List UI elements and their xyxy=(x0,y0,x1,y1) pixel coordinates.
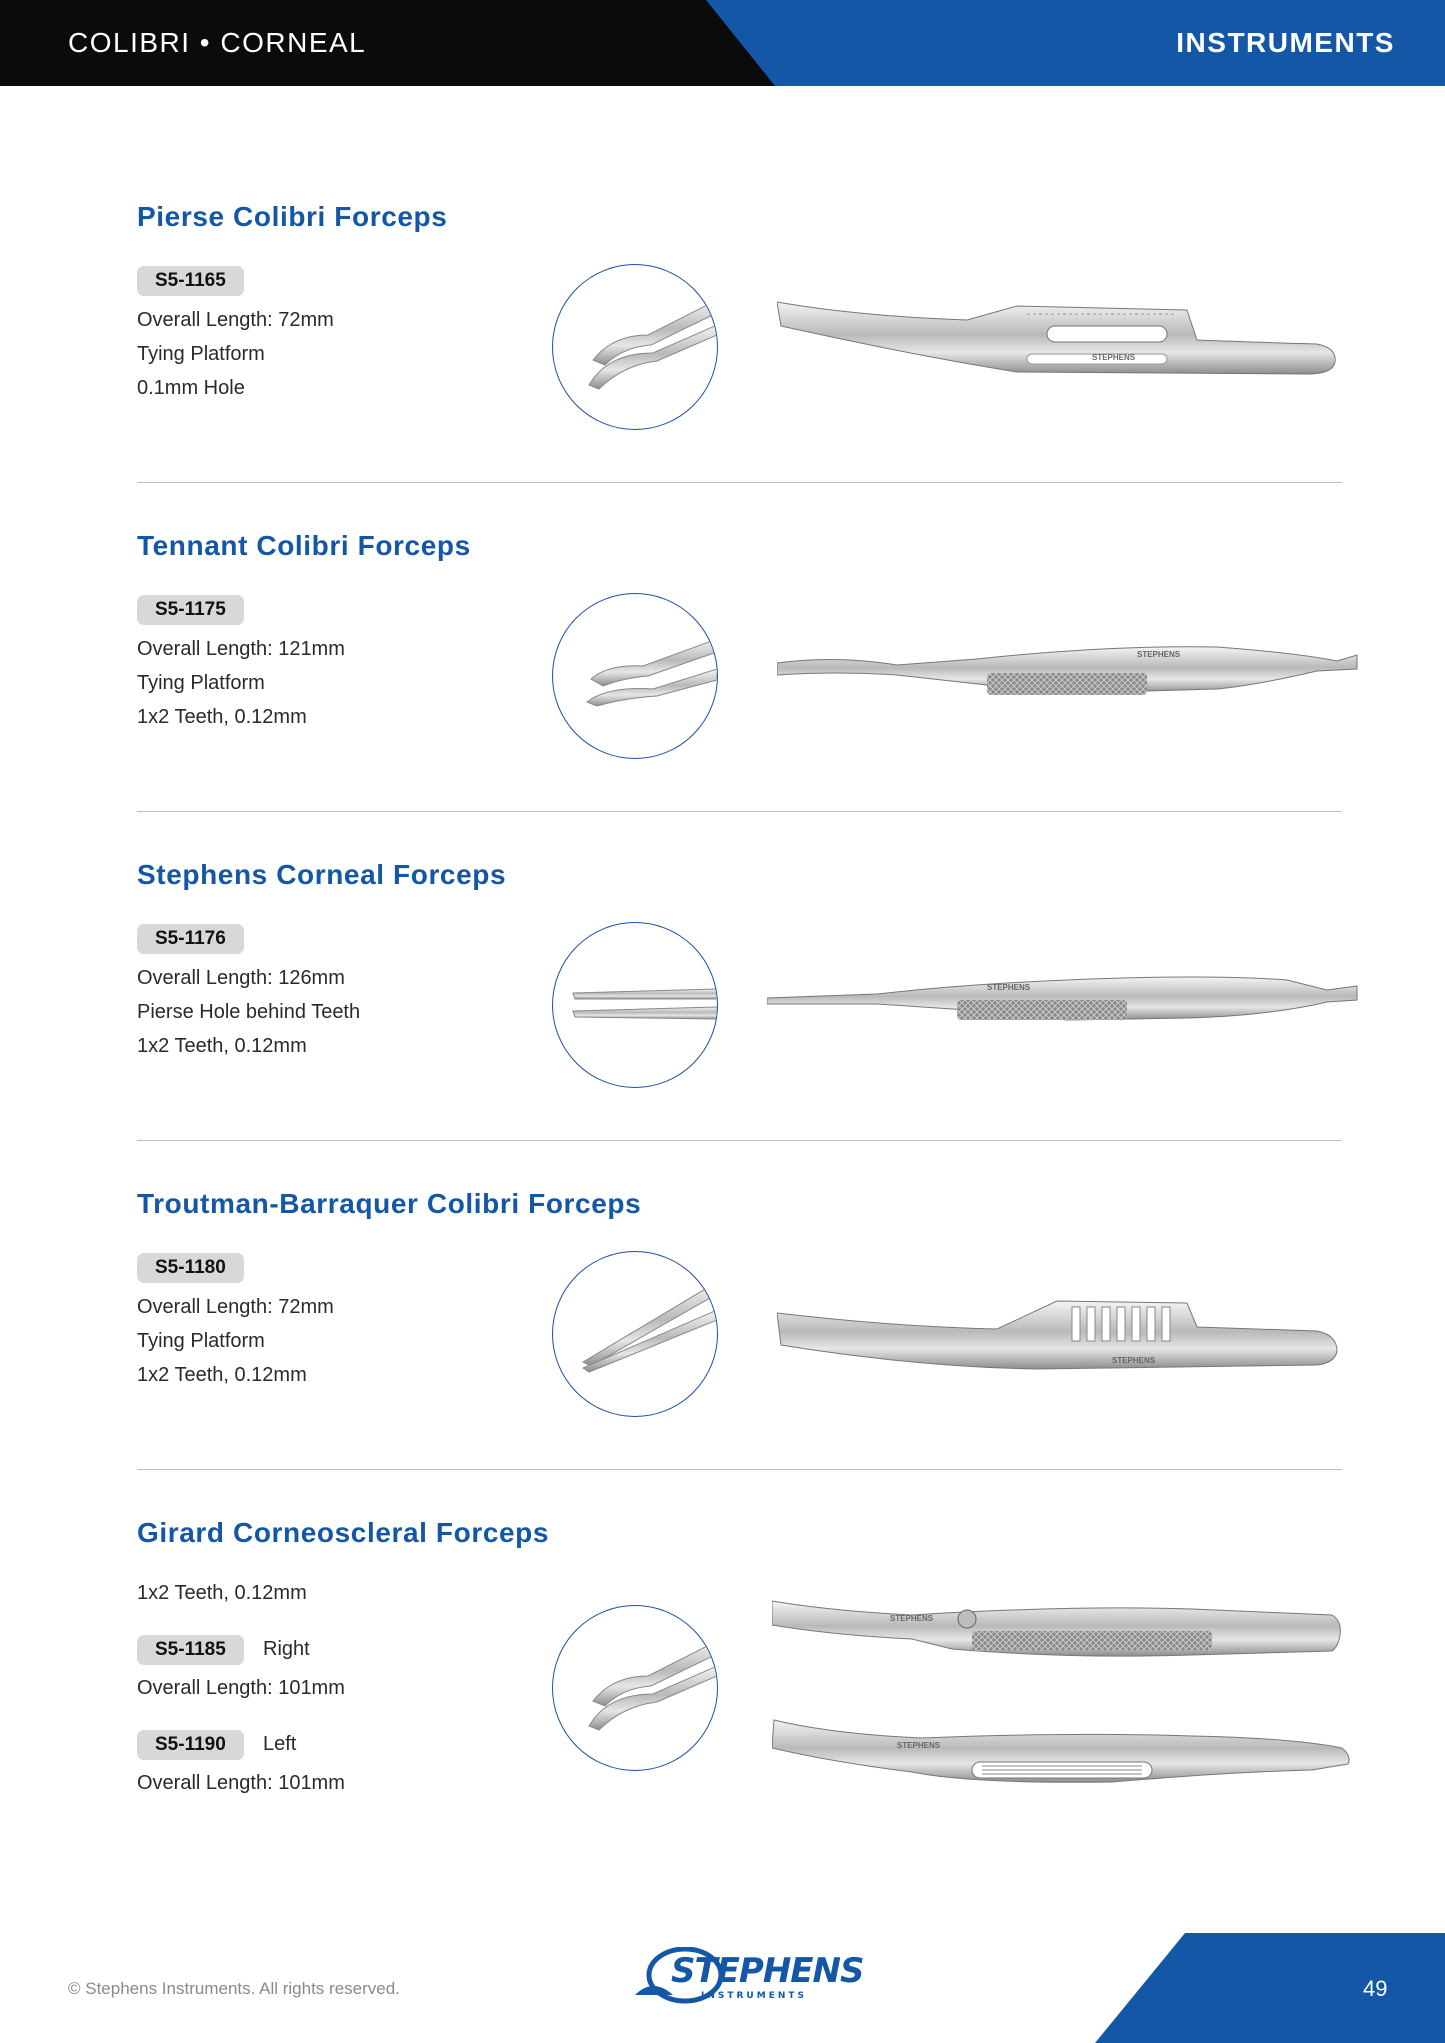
forceps-image-left xyxy=(772,1712,1372,1812)
product-spec: Tying Platform xyxy=(137,672,265,694)
product-title: Troutman-Barraquer Colibri Forceps xyxy=(137,1188,642,1219)
forceps-image xyxy=(777,635,1372,715)
engraving-text: STEPHENS xyxy=(1137,650,1181,659)
product-code-badge: S5-1190 xyxy=(137,1730,244,1760)
stephens-logo xyxy=(633,1947,864,2007)
product-spec: Overall Length: 72mm xyxy=(137,309,334,331)
product-pierse-colibri xyxy=(137,201,1342,441)
product-spec: 1x2 Teeth, 0.12mm xyxy=(137,1035,307,1057)
section-divider xyxy=(137,811,1342,812)
product-code-badge: S5-1180 xyxy=(137,1253,244,1283)
copyright-text: © Stephens Instruments. All rights reserved. xyxy=(68,1979,400,1998)
tip-detail-circle xyxy=(552,1605,718,1771)
section-divider xyxy=(137,482,1342,483)
product-troutman-barraquer xyxy=(137,1188,1342,1428)
product-code-badge: S5-1175 xyxy=(137,595,244,625)
variant-side-label: Right xyxy=(263,1638,310,1660)
product-title: Girard Corneoscleral Forceps xyxy=(137,1517,550,1548)
product-code-badge: S5-1165 xyxy=(137,266,244,296)
engraving-text: STEPHENS xyxy=(1092,353,1136,362)
product-spec: Overall Length: 121mm xyxy=(137,638,345,660)
product-girard-corneoscleral xyxy=(137,1517,1342,1817)
section-divider xyxy=(137,1469,1342,1470)
tip-detail-circle xyxy=(552,264,718,430)
product-spec: 1x2 Teeth, 0.12mm xyxy=(137,706,307,728)
page-number: 49 xyxy=(1363,1976,1388,2001)
product-code-badge: S5-1176 xyxy=(137,924,244,954)
product-title: Pierse Colibri Forceps xyxy=(137,201,448,232)
product-spec: Tying Platform xyxy=(137,1330,265,1352)
variant-side-label: Left xyxy=(263,1733,297,1755)
product-spec: 1x2 Teeth, 0.12mm xyxy=(137,1582,307,1604)
product-spec: Pierse Hole behind Teeth xyxy=(137,1001,361,1023)
product-spec: Tying Platform xyxy=(137,343,265,365)
forceps-image-right xyxy=(772,1595,1372,1675)
logo-subtitle: INSTRUMENTS xyxy=(701,1991,807,2001)
product-spec: 1x2 Teeth, 0.12mm xyxy=(137,1364,307,1386)
forceps-image xyxy=(777,1293,1367,1393)
engraving-text: STEPHENS xyxy=(897,1741,941,1750)
category-title: INSTRUMENTS xyxy=(1176,27,1395,58)
product-title: Tennant Colibri Forceps xyxy=(137,530,471,561)
forceps-image xyxy=(777,296,1362,396)
forceps-image xyxy=(767,964,1377,1044)
section-title: COLIBRI • CORNEAL xyxy=(68,27,367,58)
product-spec: Overall Length: 72mm xyxy=(137,1296,334,1318)
product-spec: Overall Length: 101mm xyxy=(137,1772,345,1794)
engraving-text: STEPHENS xyxy=(1112,1356,1156,1365)
engraving-text: STEPHENS xyxy=(987,983,1031,992)
tip-detail-circle xyxy=(552,1251,718,1417)
product-stephens-corneal xyxy=(137,859,1342,1099)
logo-wordmark: STEPHENS xyxy=(671,1951,864,1991)
product-code-badge: S5-1185 xyxy=(137,1635,244,1665)
product-spec: Overall Length: 101mm xyxy=(137,1677,345,1699)
product-title: Stephens Corneal Forceps xyxy=(137,859,507,890)
section-divider xyxy=(137,1140,1342,1141)
product-spec: 0.1mm Hole xyxy=(137,377,245,399)
product-spec: Overall Length: 126mm xyxy=(137,967,345,989)
product-tennant-colibri xyxy=(137,530,1342,770)
tip-detail-circle xyxy=(552,593,718,759)
tip-detail-circle xyxy=(552,922,718,1088)
engraving-text: STEPHENS xyxy=(890,1614,934,1623)
